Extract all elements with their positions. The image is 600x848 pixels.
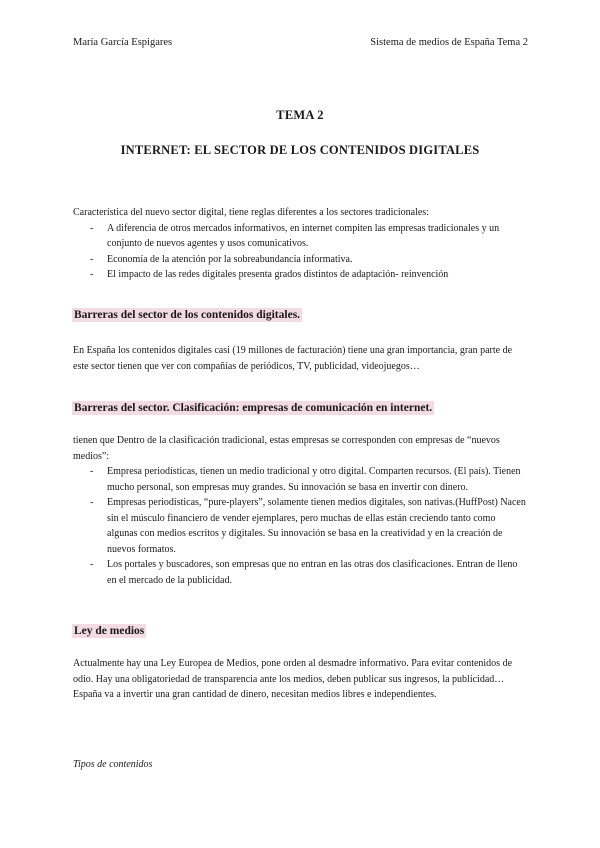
header-subject: Sistema de medios de España Tema 2 (370, 37, 528, 48)
document-subtitle: INTERNET: EL SECTOR DE LOS CONTENIDOS DIGITALES (120, 143, 480, 157)
section-heading-barreras (72, 309, 302, 321)
list-item: - El impacto de las redes digitales presenta grados distintos de adaptación- reinvención (73, 267, 528, 283)
list-item: - Los portales y buscadores, son empresas que no entran en las otras dos clasificaciones. Entran de lleno en el mercado de la publicidad. (73, 557, 528, 588)
document-title: TEMA 2 (276, 108, 324, 122)
list-item: - Empresas periodísticas, “pure-players”, solamente tienen medios digitales, son nativas.(HuffPost) Nacen sin el músculo financiero de vender ejemplares, pero muchas de ellas están creciendo tanto como algunas con medios escritos y digitales. Su innovación se basa en la creatividad y en la creación de nuevos formatos. (73, 495, 528, 557)
section-heading-tipos: Tipos de contenidos (73, 759, 153, 770)
intro-list (73, 221, 528, 283)
list-item: - Economía de la atención por la sobreabundancia informativa. (73, 252, 528, 268)
section-heading-text: Barreras del sector. Clasificación: empresas de comunicación en internet. (74, 402, 433, 414)
section-paragraph: Actualmente hay una Ley Europea de Medios, pone orden al desmadre informativo. Para evitar contenidos de odio. Hay una obligatoriedad de transparencia ante los medios, deben publicar sus ingresos, la publicidad… España va a invertir una gran cantidad de dinero, necesitan medios libres e independientes. (73, 658, 513, 700)
section-heading-clasificacion (72, 402, 434, 414)
section-heading-text: Ley de medios (74, 625, 145, 637)
list-item: - A diferencia de otros mercados informativos, en internet compiten las empresas tradicionales y un conjunto de nuevos agentes y usos comunicativos. (73, 221, 528, 252)
clasificacion-list (73, 464, 528, 588)
section-heading-text: Barreras del sector de los contenidos digitales. (74, 309, 301, 321)
intro-block (73, 205, 528, 283)
clasificacion-lead: tienen que Dentro de la clasificación tradicional, estas empresas se corresponden con empresas de “nuevos medios”: (73, 435, 500, 462)
intro-lead: Característica del nuevo sector digital, tiene reglas diferentes a los sectores tradicionales: (73, 207, 429, 218)
section-heading-ley (72, 625, 146, 637)
clasificacion-block (73, 433, 528, 588)
header-author: María García Espigares (73, 37, 173, 48)
list-item: - Empresa periodísticas, tienen un medio tradicional y otro digital. Comparten recursos. (El país). Tienen mucho personal, son empresas muy grandes. Su innovación se basa en invertir con dinero. (73, 464, 528, 495)
section-paragraph: En España los contenidos digitales casi (19 millones de facturación) tiene una gran importancia, gran parte de este sector tienen que ver con compañías de periódicos, TV, publicidad, videojuegos… (73, 345, 513, 372)
